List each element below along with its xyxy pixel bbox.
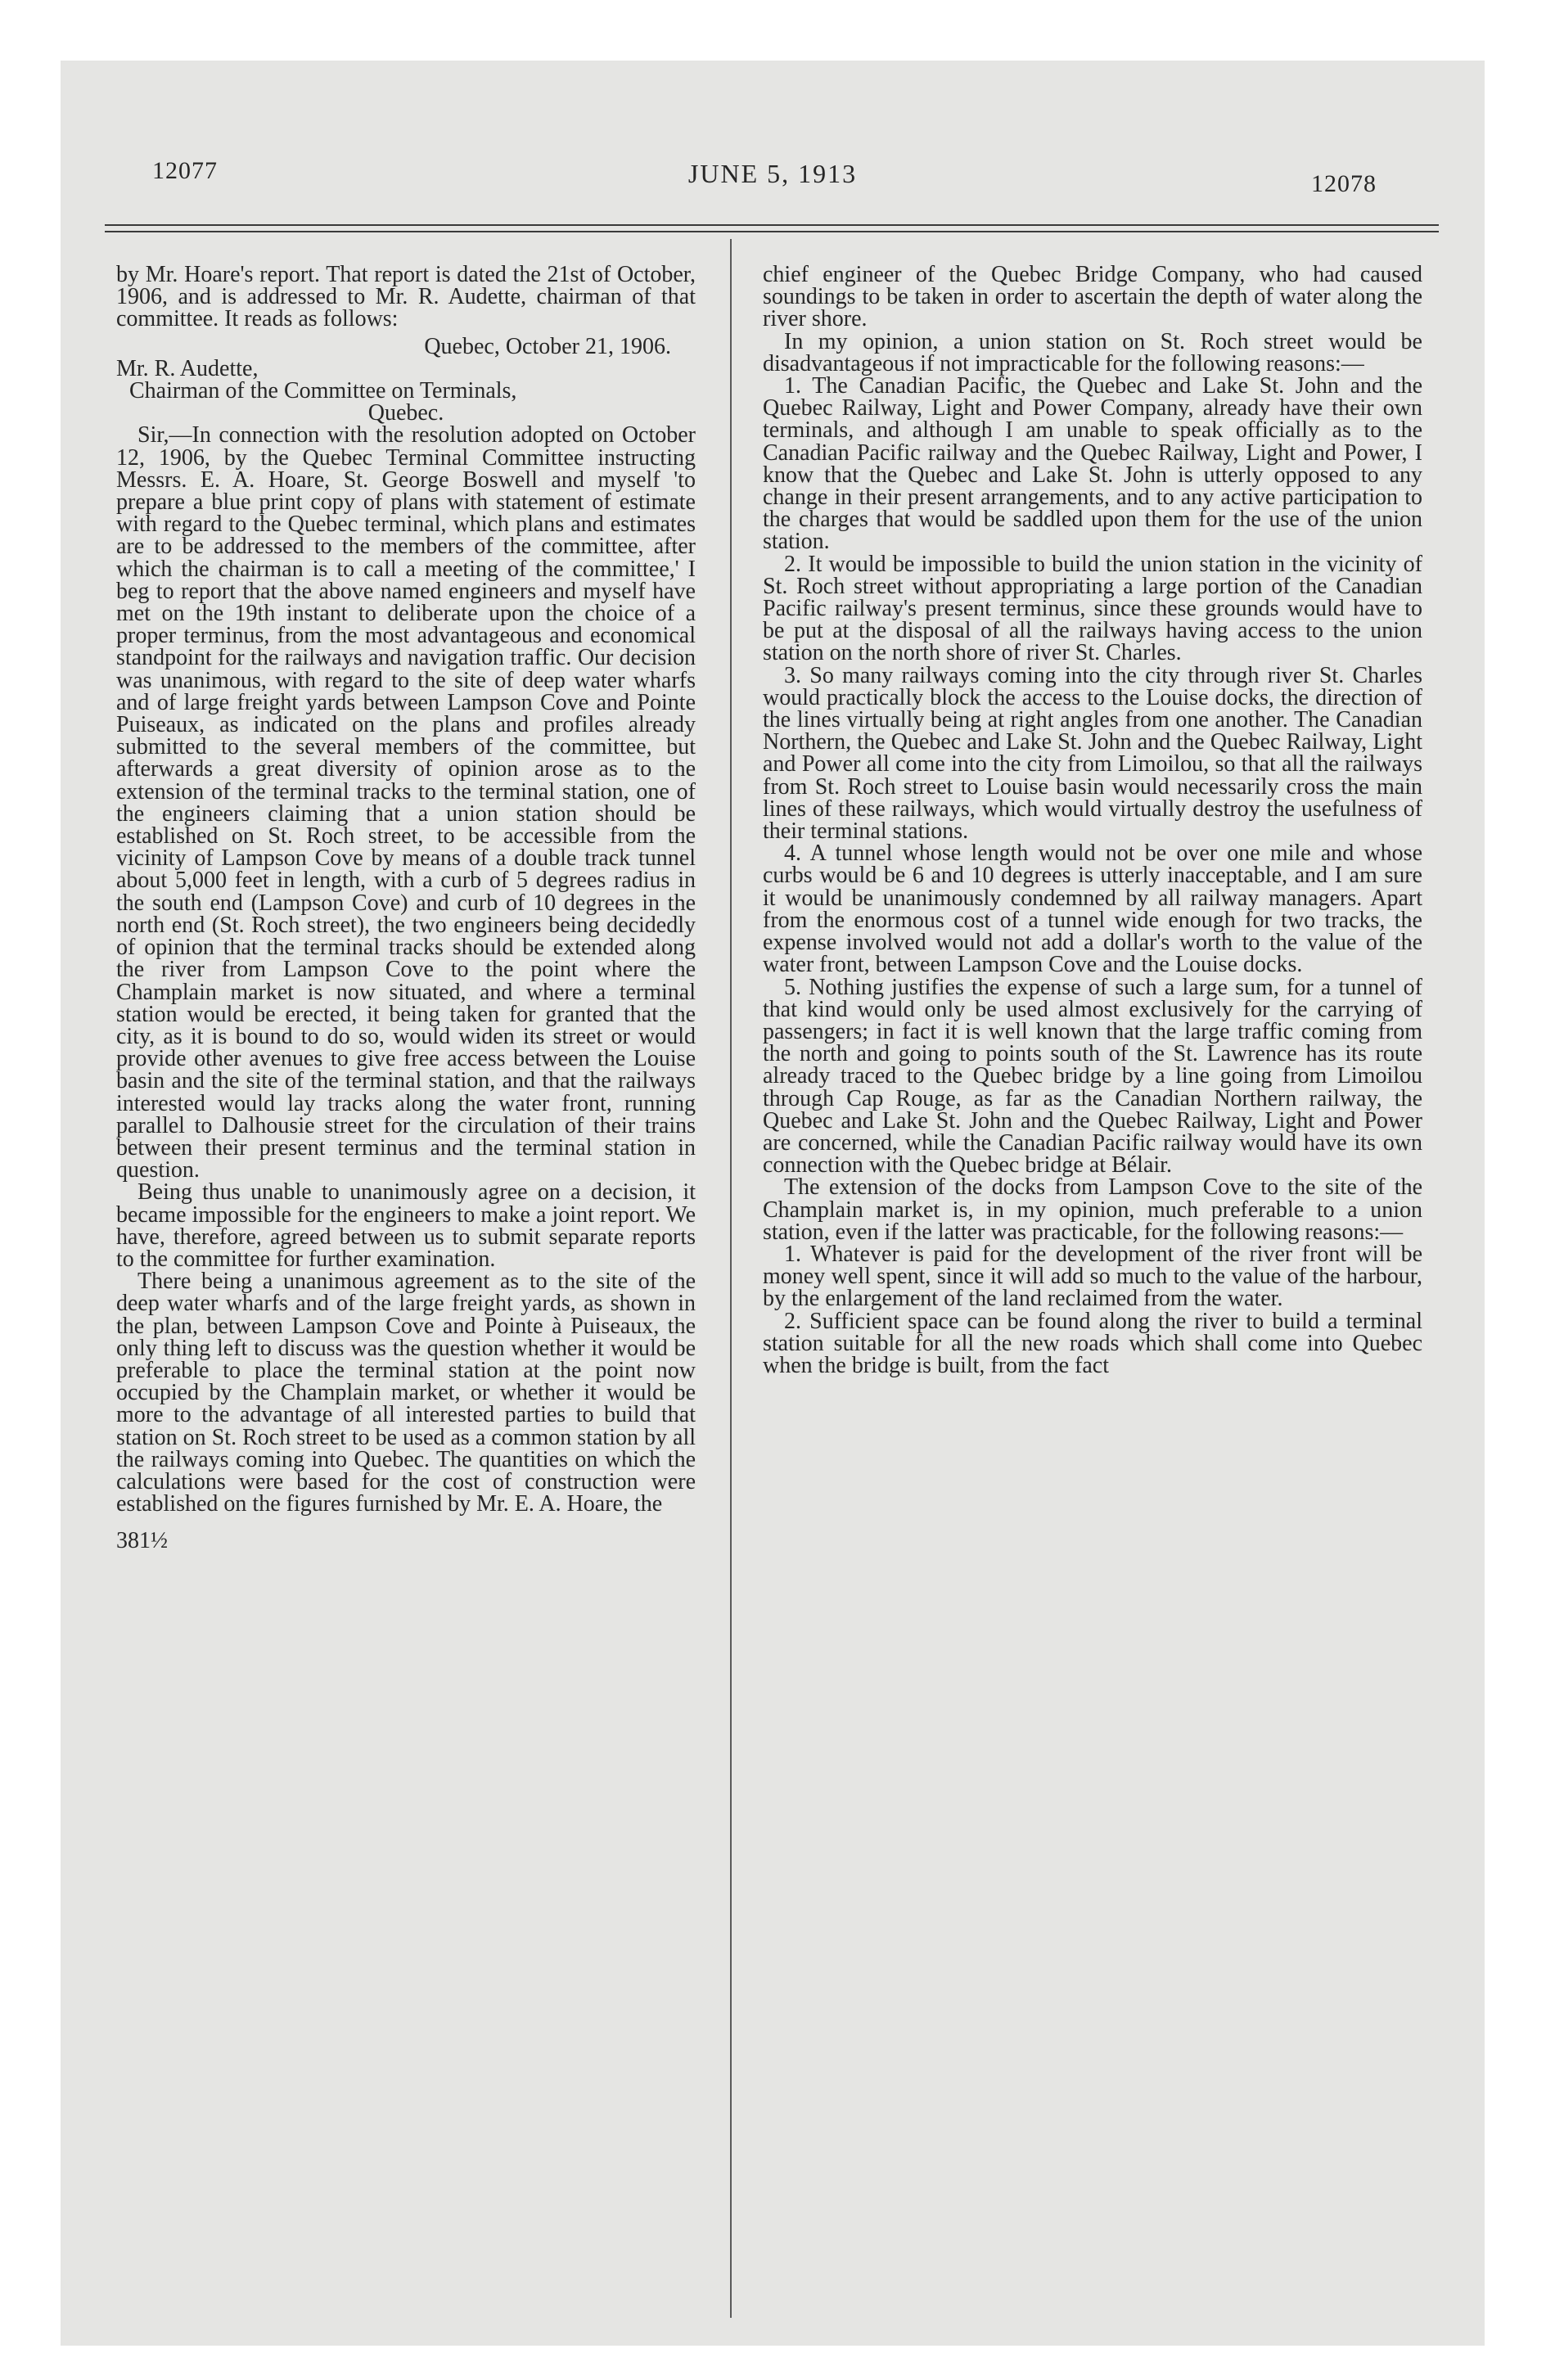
page-number-right: 12078: [1311, 170, 1377, 197]
column-divider: [730, 239, 732, 2318]
reason-paragraph: 3. So many railways coming into the city through river St. Charles would practically block the access to the Louise docks, the direction of the lines virtually being at right angles from one another. The Canadian Northern, the Quebec and Lake St. John and the Quebec Railway, Light and Power all come into the city from Limoilou, so that all the railways from St. Roch street to Louise basin would necessarily cross the main lines of these railways, which would virtually destroy the usefulness of their terminal stations.: [763, 662, 1422, 845]
reason-paragraph: 1. The Canadian Pacific, the Quebec and Lake St. John and the Quebec Railway, Light and Power Company, already have their own terminals, and although I am unable to speak officially as to the Canadian Pacific railway and the Quebec Railway, Light and Power, I know that the Quebec and Lake St. John is utterly opposed to any change in their present arrangements, and to any active participation to the charges that would be saddled upon them for the use of the union station.: [763, 373, 1422, 555]
letter-dateline: Quebec, October 21, 1906.: [424, 333, 671, 359]
letter-paragraph: Sir,—In connection with the resolution adopted on October 12, 1906, by the Quebec Terminal Committee instructing Messrs. E. A. Hoare, St. George Boswell and myself 'to prepare a blue print copy of plans with statement of estimate with regard to the Quebec terminal, which plans and estimates are to be addressed to the members of the committee, after which the chairman is to call a meeting of the committee,' I beg to report that the above named engineers and myself have met on the 19th instant to deliberate upon the choice of a proper terminus, from the most advantageous and economical standpoint for the railways and navigation traffic. Our decision was unanimous, with regard to the site of deep water wharfs and of large freight yards between Lampson Cove and Pointe Puiseaux, as indicated on the plans and profiles already submitted to the several members of the committee, but afterwards a great diversity of opinion arose as to the extension of the terminal tracks to the terminal station, one of the engineers claiming that a union station should be established on St. Roch street, to be accessible from the vicinity of Lampson Cove by means of a double track tunnel about 5,000 feet in length, with a curb of 5 degrees radius in the south end (Lampson Cove) and curb of 10 degrees in the north end (St. Roch street), the two engineers being decidedly of opinion that the terminal tracks should be extended along the river from Lampson Cove to the point where the Champlain market is now situated, and where a terminal station would be erected, it being taken for granted that the city, as it is bound to do so, would widen its street or would provide other avenues to give free access between the Louise basin and the site of the terminal station, and that the railways interested would lay tracks along the water front, running parallel to Dalhousie street for the circulation of their trains between their present terminus and the terminal station in question.: [116, 422, 696, 1183]
left-column: [116, 264, 696, 1553]
reason-paragraph: 2. Sufficient space can be found along the river to build a terminal station suitable for all the new roads which shall come into Quebec when the bridge is built, from the fact: [763, 1308, 1422, 1378]
reason-paragraph: 4. A tunnel whose length would not be over one mile and whose curbs would be 6 and 10 degrees is utterly inacceptable, and I am sure it would be unanimously condemned by all railway managers. Apart from the enormous cost of a tunnel wide enough for two tracks, the expense involved would not add a dollar's worth to the value of the water front, between Lampson Cove and the Louise docks.: [763, 841, 1422, 978]
letter-addressee-place: Quebec.: [367, 400, 444, 426]
page-number-left: 12077: [152, 157, 218, 184]
header-rule-bottom: [105, 231, 1439, 232]
reason-paragraph: 2. It would be impossible to build the union station in the vicinity of St. Roch street without appropriating a large portion of the Canadian Pacific railway's present terminus, since these grounds would have to be put at the disposal of all the railways having access to the union station on the north shore of river St. Charles.: [763, 551, 1422, 666]
intro-paragraph: by Mr. Hoare's report. That report is dated the 21st of October, 1906, and is addressed to Mr. R. Audette, chairman of that committee. It reads as follows:: [116, 262, 696, 332]
letter-addressee: Mr. R. Audette,: [116, 355, 259, 381]
right-column: [763, 264, 1422, 1377]
header-rule-top: [105, 224, 1439, 226]
page-date: JUNE 5, 1913: [687, 159, 858, 188]
letter-paragraph: The extension of the docks from Lampson Cove to the site of the Champlain market is, in my opinion, much preferable to a union station, even if the latter was practicable, for the following reasons:—: [763, 1174, 1422, 1245]
reason-paragraph: 5. Nothing justifies the expense of such a large sum, for a tunnel of that kind would only be used almost exclusively for the carrying of passengers; in fact it is well known that the large traffic coming from the north and going to points south of the St. Lawrence has its route already traced to the Quebec bridge by a line going from Limoilou through Cap Rouge, as far as the Canadian Northern railway, the Quebec and Lake St. John and the Quebec Railway, Light and Power are concerned, while the Canadian Pacific railway would have its own connection with the Quebec bridge at Bélair.: [763, 974, 1422, 1179]
page-header: [61, 61, 1485, 224]
letter-paragraph: chief engineer of the Quebec Bridge Company, who had caused soundings to be taken in order to ascertain the depth of water along the river shore.: [763, 262, 1422, 332]
scanned-page: [61, 61, 1485, 2346]
letter-addressee-title: Chairman of the Committee on Terminals,: [129, 378, 517, 404]
reason-paragraph: 1. Whatever is paid for the development of the river front will be money well spent, since it will add so much to the value of the harbour, by the enlargement of the land reclaimed from the water.: [763, 1241, 1422, 1312]
folio-mark: 381½: [116, 1528, 168, 1554]
letter-paragraph: In my opinion, a union station on St. Roch street would be disadvantageous if not impracticable for the following reasons:—: [763, 328, 1422, 376]
letter-paragraph: Being thus unable to unanimously agree on a decision, it became impossible for the engineers to make a joint report. We have, therefore, agreed between us to submit separate reports to the committee for further examination.: [116, 1179, 696, 1272]
letter-paragraph: There being a unanimous agreement as to the site of the deep water wharfs and of the large freight yards, as shown in the plan, between Lampson Cove and Pointe à Puiseaux, the only thing left to discuss was the question whether it would be preferable to place the terminal station at the point now occupied by the Champlain market, or whether it would be more to the advantage of all interested parties to build that station on St. Roch street to be used as a common station by all the railways coming into Quebec. The quantities on which the calculations were based for the cost of construction were established on the figures furnished by Mr. E. A. Hoare, the: [116, 1269, 696, 1517]
